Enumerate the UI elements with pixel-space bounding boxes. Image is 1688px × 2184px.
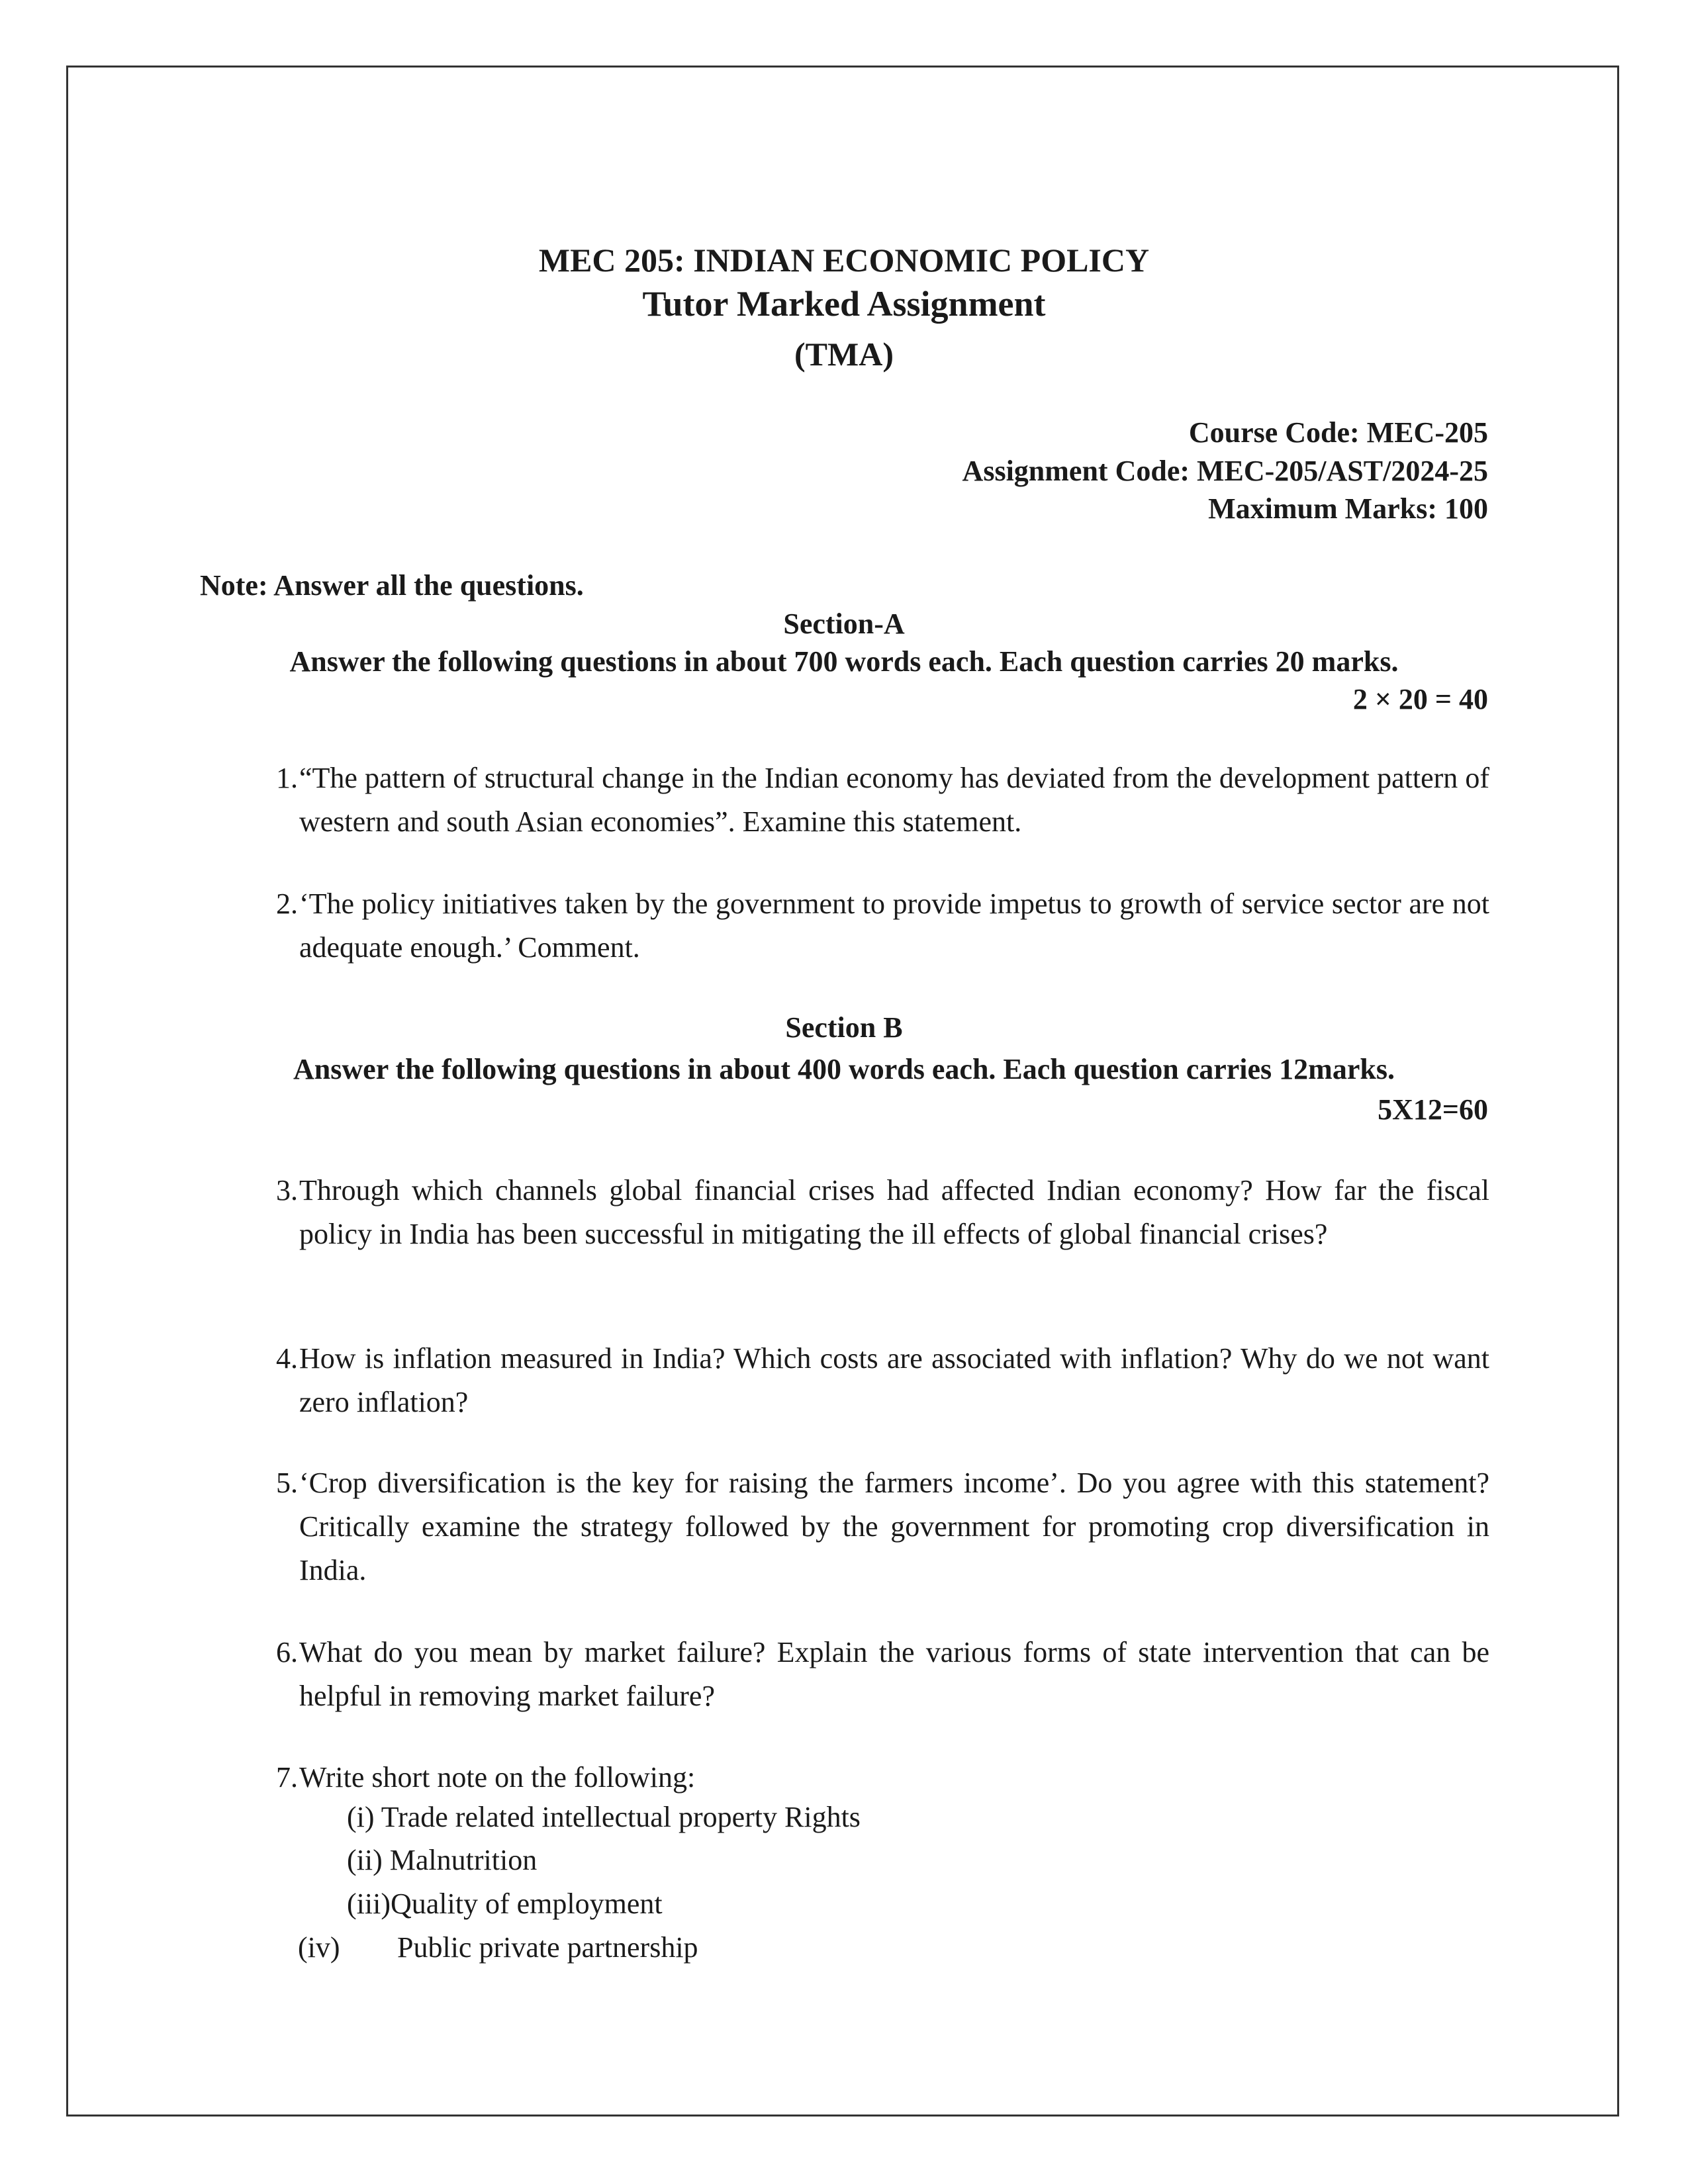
section-a-marks: 2 × 20 = 40 — [1352, 683, 1488, 715]
subitem-text: Trade related intellectual property Rights — [381, 1801, 861, 1833]
question-2 — [245, 882, 1489, 970]
question-text: ‘The policy initiatives taken by the government to provide impetus to growth of service sector are not adequate enough.’ Comment. — [299, 887, 1489, 964]
question-3 — [245, 1169, 1489, 1256]
subitem-text: Quality of employment — [390, 1888, 663, 1920]
subitem-text: Malnutrition — [389, 1844, 538, 1876]
note: Note: Answer all the questions. — [200, 569, 584, 602]
section-a-heading: Section-A — [783, 608, 905, 640]
section-b-instruction: Answer the following questions in about 400 words each. Each question carries 12marks. — [293, 1053, 1395, 1085]
subitem-label: (iii) — [347, 1888, 391, 1920]
question-number: 4. — [276, 1342, 298, 1375]
question-text: What do you mean by market failure? Explain the various forms of state intervention that can be helpful in removing market failure? — [299, 1636, 1489, 1712]
question-1 — [245, 756, 1489, 844]
subitem-label: (i) — [347, 1801, 375, 1833]
section-a-instruction: Answer the following questions in about 700 words each. Each question carries 20 marks. — [289, 645, 1399, 678]
assignment-abbr: (TMA) — [794, 336, 894, 373]
question-text: Through which channels global financial crises had affected Indian economy? How far the fiscal policy in India has been successful in mitigating the ill effects of global financial crises? — [299, 1174, 1489, 1250]
section-b-marks: 5X12=60 — [1378, 1093, 1488, 1126]
subitem-text: Public private partnership — [397, 1931, 698, 1964]
subitem-i — [347, 1800, 861, 1834]
question-7 — [245, 1756, 1489, 1799]
assignment-title: Tutor Marked Assignment — [642, 284, 1046, 324]
question-5 — [245, 1461, 1489, 1592]
question-number: 5. — [276, 1467, 298, 1499]
question-number: 3. — [276, 1174, 298, 1206]
subitem-label: (ii) — [347, 1844, 383, 1876]
question-number: 2. — [276, 887, 298, 920]
question-text: How is inflation measured in India? Which costs are associated with inflation? Why do we not want zero inflation? — [299, 1342, 1489, 1418]
question-text: ‘Crop diversification is the key for raising the farmers income’. Do you agree with this statement? Critically examine the strategy followed by the government for promoting crop diversification in India. — [299, 1467, 1489, 1586]
question-6 — [245, 1631, 1489, 1718]
assignment-code: Assignment Code: MEC-205/AST/2024-25 — [962, 455, 1488, 487]
max-marks: Maximum Marks: 100 — [1208, 492, 1488, 525]
section-b-heading: Section B — [785, 1011, 903, 1044]
subitem-iv — [298, 1931, 698, 1964]
course-title: MEC 205: INDIAN ECONOMIC POLICY — [538, 242, 1150, 279]
question-text: Write short note on the following: — [299, 1761, 696, 1794]
question-number: 6. — [276, 1636, 298, 1668]
subitem-ii — [347, 1843, 537, 1877]
subitem-iii — [347, 1887, 663, 1921]
question-number: 7. — [276, 1761, 298, 1794]
subitem-label: (iv) — [298, 1931, 340, 1964]
question-number: 1. — [276, 762, 298, 794]
question-text: “The pattern of structural change in the Indian economy has deviated from the development pattern of western and south Asian economies”. Examine this statement. — [299, 762, 1489, 838]
question-4 — [245, 1337, 1489, 1424]
course-code: Course Code: MEC-205 — [1188, 416, 1488, 449]
